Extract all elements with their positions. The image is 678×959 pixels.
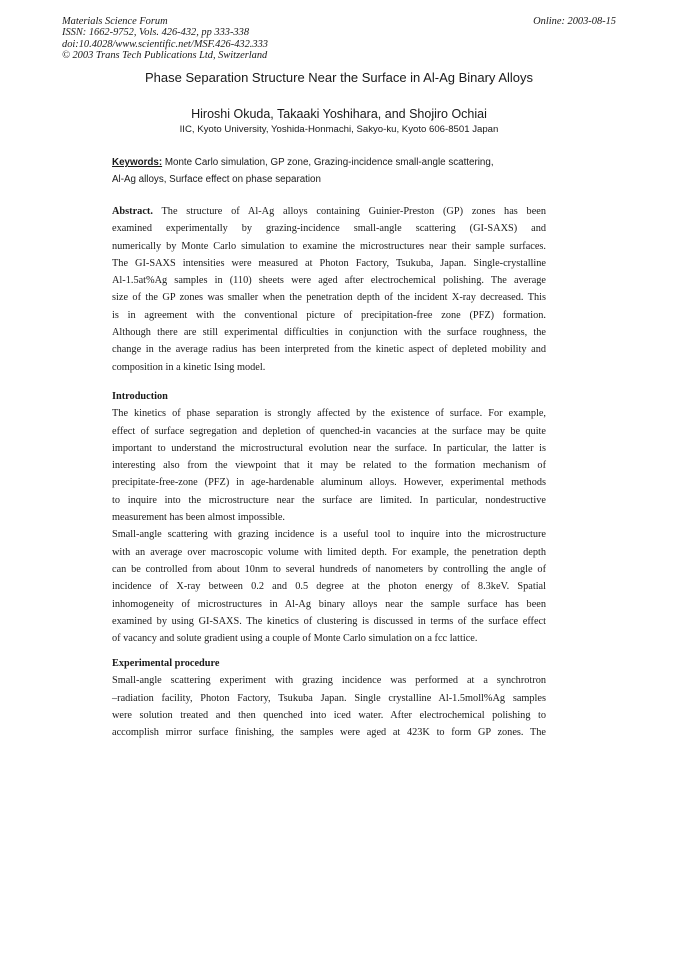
introduction-line: inhomogeneity of microstructures in Al-Ag binary alloys near the sample surface has been [112, 598, 546, 610]
introduction-line: The kinetics of phase separation is strongly affected by the existence of surface. For example, [112, 408, 546, 420]
introduction-line: incidence of X-ray between 0.2 and 0.5 degree at the photon energy of 8.3keV. Spatial [112, 581, 546, 593]
introduction-line: examined by using GI-SAXS. The kinetics of clustering is discussed in terms of the surface effect [112, 615, 546, 627]
abstract-line: Al-1.5at%Ag samples in (110) sheets were aged after electrochemical polishing. The average [112, 275, 546, 287]
introduction-line: of vacancy and solute gradient using a couple of Monte Carlo simulation on a fcc lattice. [112, 633, 478, 645]
experimental-line: Small-angle scattering experiment with grazing incidence was performed at a synchrotron [112, 675, 546, 687]
experimental-section [112, 655, 546, 741]
introduction-line: Small-angle scattering with grazing incidence is a useful tool to inquire into the microstructure [112, 529, 546, 541]
doi-line: doi:10.4028/www.scientific.net/MSF.426-432.333 [62, 38, 268, 50]
introduction-line: to inquire into the microstructure near the surface are limited. In particular, nondestructive [112, 494, 546, 506]
abstract-line: Although there are still experimental difficulties in conjunction with the surface roughness, the [112, 327, 546, 339]
keywords-text-2: Al-Ag alloys, Surface effect on phase separation [112, 174, 321, 185]
abstract-line: is in agreement with the conventional picture of precipitation-free zone (PFZ) formation. [112, 309, 546, 321]
abstract-section [112, 203, 546, 376]
experimental-line: were solution treated and then quenched into iced water. After electrochemical polishing to [112, 709, 546, 721]
author-list: Hiroshi Okuda, Takaaki Yoshihara, and Shojiro Ochiai [191, 107, 487, 121]
abstract-line: composition in a kinetic Ising model. [112, 361, 266, 373]
keywords-label: Keywords: [112, 157, 163, 168]
keywords-text-1: Monte Carlo simulation, GP zone, Grazing-incidence small-angle scattering, [164, 157, 494, 168]
introduction-line: important to understand the microstructural evolution near the surface. In particular, the latter is [112, 442, 546, 454]
affiliation: IIC, Kyoto University, Yoshida-Honmachi, Sakyo-ku, Kyoto 606-8501 Japan [179, 124, 499, 135]
introduction-line: interesting also from the viewpoint that it may be related to the formation mechanism of [112, 460, 546, 472]
keywords-line-1 [112, 154, 552, 171]
abstract-line: change in the average radius has been interpreted from the kinetic aspect of depleted mobility and [112, 344, 546, 356]
journal-name: Materials Science Forum [62, 16, 168, 27]
issn-line: ISSN: 1662-9752, Vols. 426-432, pp 333-338 [62, 27, 250, 39]
abstract-line: Abstract. The structure of Al-Ag alloys containing Guinier-Preston (GP) zones has been [112, 206, 546, 217]
introduction-line: can be controlled from about 10nm to several hundreds of nanometers by controlling the angle of [112, 563, 546, 575]
abstract-line: examined experimentally by grazing-incidence small-angle scattering (GI-SAXS) and [112, 223, 546, 235]
experimental-heading: Experimental procedure [112, 658, 220, 669]
introduction-line: effect of surface segregation and depletion of quenched-in vacancies at the surface may be quite [112, 425, 546, 437]
keywords-block [112, 154, 552, 188]
abstract-line: The GI-SAXS intensities were measured at Photon Factory, Tsukuba, Japan. Single-crystalline [112, 257, 546, 269]
experimental-line: accomplish mirror surface finishing, the samples were aged at 423K to form GP zones. The [112, 727, 546, 739]
abstract-label: Abstract. [112, 206, 153, 217]
journal-header [62, 16, 268, 62]
abstract-line: size of the GP zones was smaller when the penetration depth of the incident X-ray decreased. This [112, 292, 546, 304]
experimental-line: –radiation facility, Photon Factory, Tsukuba Japan. Single crystalline Al-1.5moll%Ag samples [112, 692, 546, 704]
abstract-line: numerically by Monte Carlo simulation to examine the microstructures near their sample surfaces. [112, 240, 546, 252]
introduction-section [112, 388, 546, 647]
introduction-line: with an average over macroscopic volume with limited depth. For example, the penetration depth [112, 546, 546, 558]
online-date: Online: 2003-08-15 [533, 16, 616, 27]
introduction-line: measurement has been almost impossible. [112, 512, 286, 524]
paper-title: Phase Separation Structure Near the Surface in Al-Ag Binary Alloys [144, 70, 534, 85]
copyright-line: © 2003 Trans Tech Publications Ltd, Switzerland [62, 50, 268, 62]
introduction-heading: Introduction [112, 391, 168, 402]
introduction-line: precipitate-free-zone (PFZ) in age-hardenable aluminum alloys. However, experimental methods [112, 477, 546, 489]
